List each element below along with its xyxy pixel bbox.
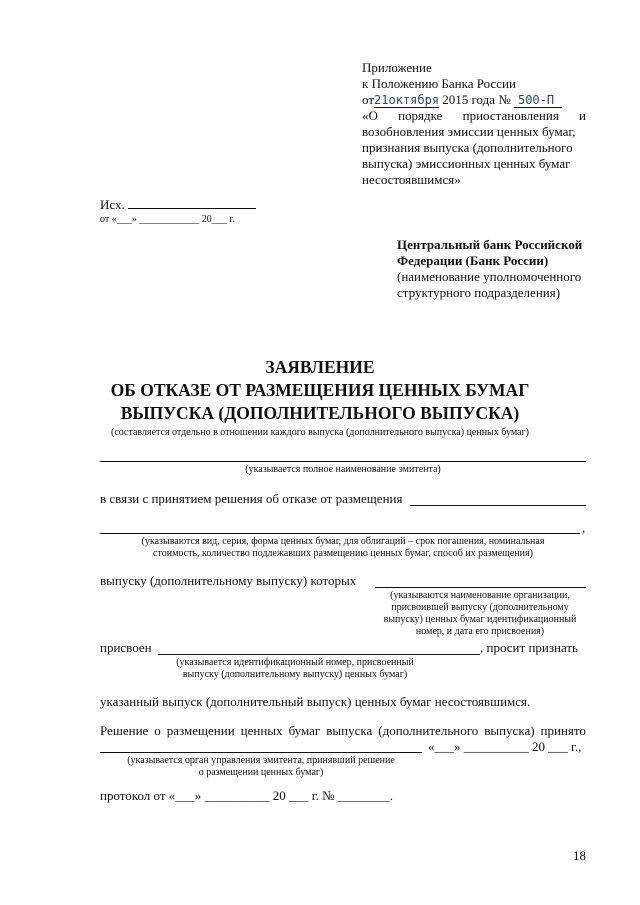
page-number: 18 [573, 848, 586, 863]
issue-field[interactable] [375, 587, 586, 588]
securities-comma: , [582, 520, 586, 535]
decision-field[interactable] [410, 505, 586, 506]
doc-title-line2: ОБ ОТКАЗЕ ОТ РАЗМЕЩЕНИЯ ЦЕННЫХ БУМАГ [110, 380, 530, 400]
securities-hint-line1: (указываются вид, серия, форма ценных бумаг, для облигаций – срок погашения, номинальная [141, 536, 545, 547]
appendix-word: «О [362, 108, 378, 123]
org-hint-line3: выпуску) ценных бумаг идентификационный [383, 614, 577, 625]
assigned-label: присвоен [100, 640, 152, 655]
resolution-word: Решение [100, 723, 149, 738]
organ-hint-line1: (указывается орган управления эмитента, принявший решение [127, 755, 395, 766]
appendix-line6: признания выпуска (дополнительного [362, 140, 573, 155]
appendix-line1: Приложение [362, 60, 432, 75]
appendix-line4 [362, 108, 586, 124]
addressee-line2: Федерации (Банк России) [397, 253, 549, 268]
protocol-line: протокол от «___» __________ 20 ___ г. № ________. [100, 788, 394, 803]
appendix-line7: выпуска) эмиссионных ценных бумаг [362, 156, 571, 171]
organ-hint-line2: о размещении ценных бумаг) [198, 767, 324, 778]
issue-text: выпуску (дополнительному выпуску) которых [100, 573, 357, 588]
resolution-word: (дополнительного [378, 723, 479, 738]
org-hint-line2: присвоившей выпуску (дополнительному [391, 602, 569, 613]
org-hint-line4: номер, и дата его присвоения) [415, 626, 545, 637]
addressee-line4: структурного подразделения) [397, 285, 561, 300]
resolution-word: принято [540, 723, 586, 738]
issuer-name-field[interactable] [100, 461, 586, 462]
id-hint-line2: выпуску (дополнительному выпуску) ценных бумаг) [182, 669, 408, 680]
appendix-word: и [579, 108, 586, 123]
doc-title-line1: ЗАЯВЛЕНИЕ [265, 357, 375, 377]
resolution-word: ценных [240, 723, 283, 738]
resolution-organ-field[interactable] [100, 752, 422, 753]
resolution-word: размещении [166, 723, 235, 738]
outgoing-ref [100, 196, 256, 213]
resolution-line [100, 723, 586, 739]
appendix-line5: возобновления эмиссии ценных бумаг, [362, 124, 576, 139]
resolution-date: «___» __________ 20 ___ г., [428, 739, 582, 754]
appendix-word: порядке [398, 108, 443, 123]
doc-title-line3: ВЫПУСКА (ДОПОЛНИТЕЛЬНОГО ВЫПУСКА) [120, 403, 520, 423]
outgoing-date: от «___» ____________ 20___ г. [100, 214, 235, 225]
handwritten-date: 21октября [374, 93, 440, 107]
assigned-id-field[interactable] [158, 654, 480, 655]
org-hint-line1: (указываются наименование организации, [390, 590, 570, 601]
outgoing-ref-label: Исх. [100, 197, 125, 212]
decision-text: в связи с принятием решения об отказе от размещения [100, 491, 403, 506]
id-hint-line1: (указывается идентификационный номер, присвоенный [176, 657, 414, 668]
year-text: 2015 года № [442, 92, 511, 107]
appendix-word: приостановления [462, 108, 559, 123]
securities-field[interactable] [100, 533, 580, 534]
outgoing-ref-field[interactable] [128, 196, 256, 209]
issuer-hint: (указывается полное наименование эмитента) [245, 464, 441, 475]
appendix-date-line [362, 92, 562, 108]
date-prefix: от [362, 92, 375, 107]
request-text: , просит признать [480, 640, 578, 655]
invalid-text: указанный выпуск (дополнительный выпуск) ценных бумаг несостоявшимся. [100, 694, 531, 709]
handwritten-number: 500-П [514, 93, 562, 108]
appendix-line2: к Положению Банка России [362, 76, 516, 91]
doc-title-note: (составляется отдельно в отношении каждого выпуска (дополнительного выпуска) ценных бумаг) [111, 427, 529, 438]
addressee-line3: (наименование уполномоченного [397, 269, 582, 284]
resolution-word: бумаг [288, 723, 321, 738]
appendix-line8: несостоявшимся» [362, 172, 461, 187]
addressee-line1: Центральный банк Российской [397, 237, 583, 252]
resolution-word: о [154, 723, 161, 738]
resolution-word: выпуска [326, 723, 373, 738]
resolution-word: выпуска) [484, 723, 535, 738]
securities-hint-line2: стоимость, количество подлежавших размещению ценных бумаг, способ их размещения) [153, 548, 533, 559]
